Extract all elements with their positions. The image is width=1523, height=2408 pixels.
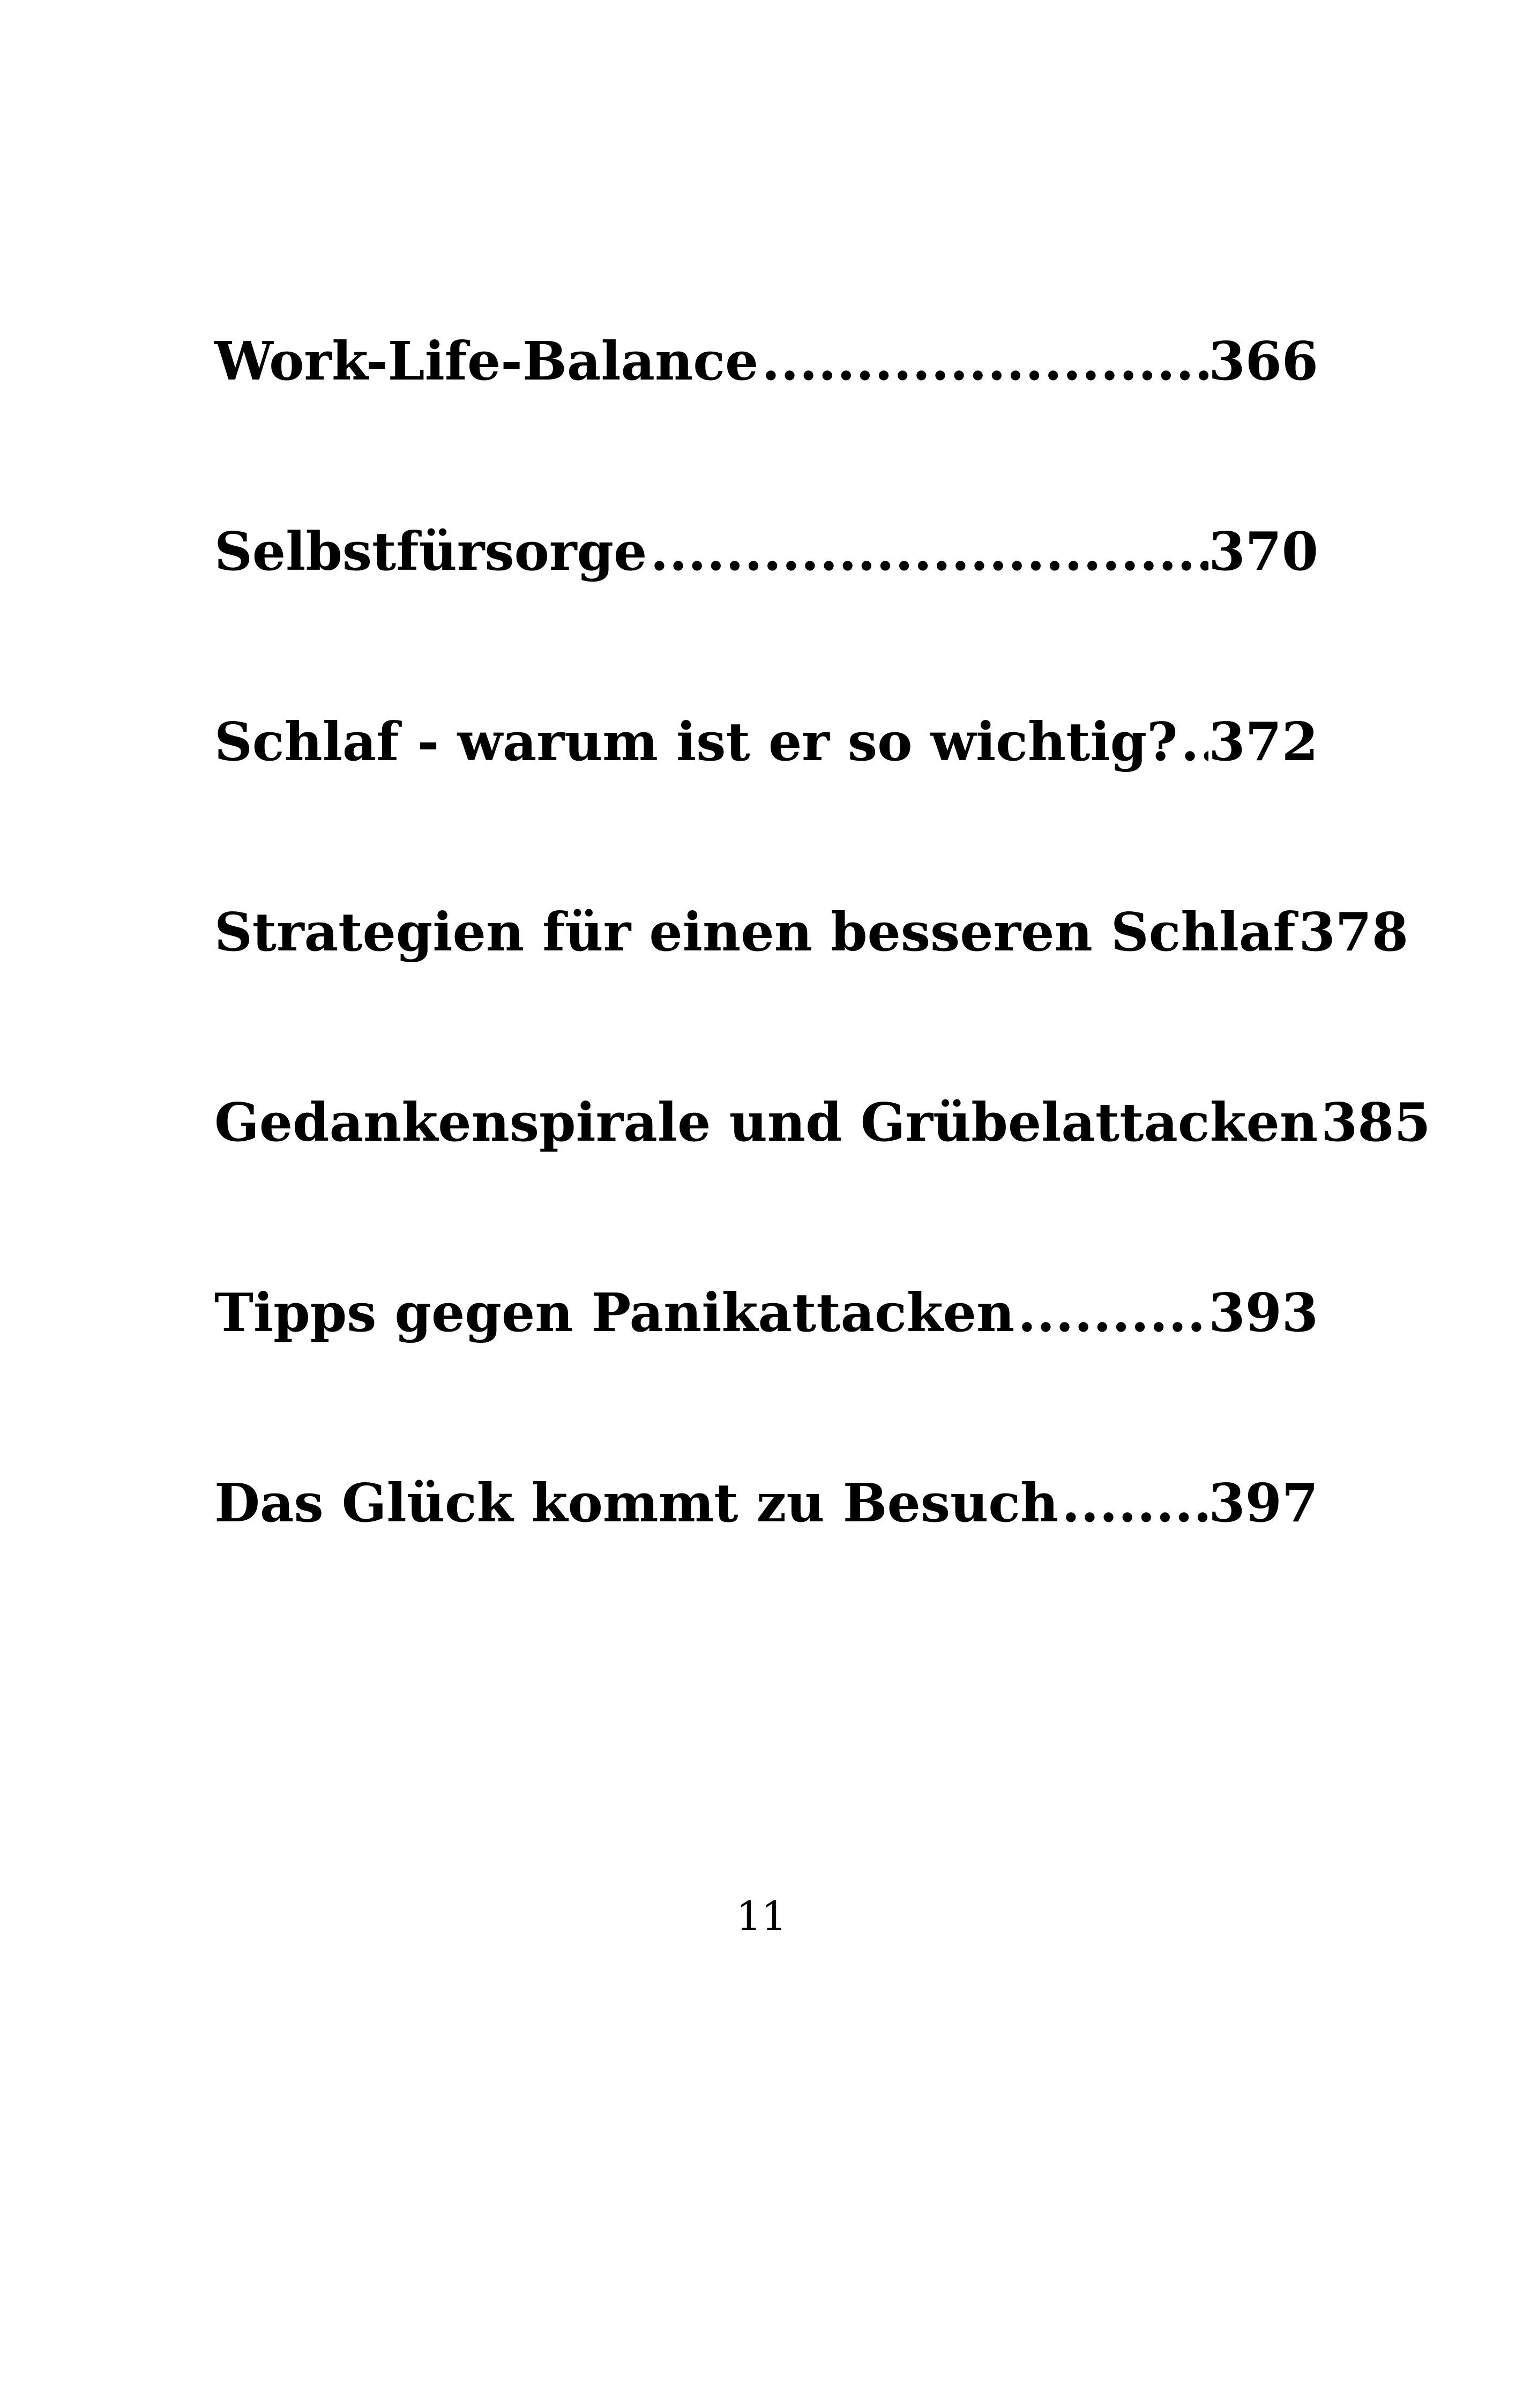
toc-entry[interactable]: [214, 1279, 1318, 1348]
toc-dot-leader: [1181, 708, 1209, 777]
toc-dot-leader: [650, 517, 1208, 587]
toc-entry-page: 397: [1208, 1473, 1318, 1534]
toc-entry-title: Gedankenspirale und Grübelattacken: [214, 1092, 1318, 1154]
page-number: 11: [736, 1893, 787, 1939]
toc-dot-leader: [1018, 1279, 1208, 1348]
toc-entry[interactable]: [214, 517, 1318, 587]
toc-dot-leader: [1062, 1469, 1208, 1539]
toc-entry[interactable]: [214, 1088, 1431, 1158]
toc-dot-leader: [762, 327, 1208, 397]
toc-entry-page: 385: [1321, 1092, 1431, 1154]
toc-entry[interactable]: [214, 708, 1318, 777]
toc-entry-title: Das Glück kommt zu Besuch: [214, 1473, 1059, 1534]
toc-entry-page: 372: [1208, 711, 1318, 773]
toc-entry[interactable]: [214, 327, 1318, 397]
toc-entry-title: Work-Life-Balance: [214, 331, 759, 392]
toc-entry-page: 366: [1208, 331, 1318, 392]
toc-entry[interactable]: [214, 1469, 1318, 1539]
toc-entry-page: 393: [1208, 1282, 1318, 1344]
toc-entry-title: Tipps gegen Panikattacken: [214, 1282, 1015, 1344]
toc-entry-title: Schlaf - warum ist er so wichtig?: [214, 711, 1178, 773]
toc-entry-title: Strategien für einen besseren Schlaf: [214, 902, 1296, 963]
toc-entry-page: 378: [1298, 902, 1409, 963]
toc-entry-page: 370: [1208, 521, 1318, 583]
toc-entry[interactable]: [214, 898, 1409, 968]
toc-entry-title: Selbstfürsorge: [214, 521, 647, 583]
